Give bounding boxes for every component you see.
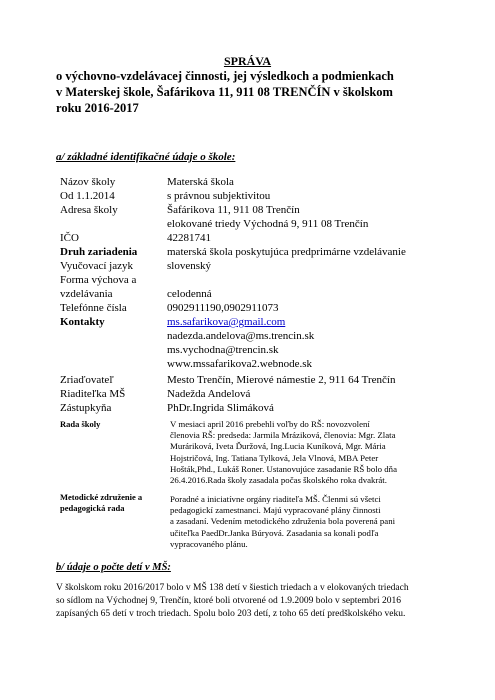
row-value: Nadežda Andelová — [167, 388, 251, 400]
section-a-heading: a/ základné identifikačné údaje o škole: — [56, 151, 236, 163]
paragraph-line: Hojstričová, Ing. Tatiana Tylková, Jela Vlnová, MBA Peter — [170, 452, 379, 463]
row-value: PhDr.Ingrida Slimáková — [167, 402, 274, 414]
paragraph-line: zapísaných 65 detí v troch triedach. Spolu bolo 203 detí, z toho 65 detí predškolského veku. — [56, 609, 406, 619]
row-value: Šafárikova 11, 911 08 Trenčín — [167, 204, 300, 216]
row-label: IČO — [60, 232, 79, 244]
paragraph-line: V školskom roku 2016/2017 bolo v MŠ 138 detí v šiestich triedach a v elokovaných triedach — [56, 583, 409, 593]
document-title: SPRÁVA — [223, 54, 272, 68]
row-label: Forma výchova a — [60, 274, 137, 286]
paragraph-line: členovia RŠ: predseda: Jarmila Mráziková, členovia: Mgr. Zlata — [170, 430, 396, 441]
children-count-paragraph — [56, 582, 441, 621]
paragraph-line: učiteľka PaedDr.Janka Búryová. Zasadania sa konali podľa — [170, 527, 379, 538]
row-label: Telefónne čísla — [60, 302, 127, 314]
row-value: 42281741 — [167, 232, 211, 244]
paragraph-line: so sídlom na Východnej 9, Trenčín, ktoré boli otvorené od 1.9.2009 bolo v septembri 2016 — [56, 596, 401, 606]
row-label: Adresa školy — [60, 204, 118, 216]
row-value: www.mssafarikova2.webnode.sk — [167, 358, 313, 370]
paragraph-line: pedagogickí zamestnanci. Majú vypracované plány činnosti — [170, 505, 381, 516]
rada-paragraph — [170, 419, 438, 486]
subtitle-line: v Materskej škole, Šafárikova 11, 911 08 TRENČÍN v školskom — [56, 85, 393, 99]
rada-label: Rada školy — [60, 419, 101, 429]
row-label: Zástupkyňa — [60, 402, 112, 414]
row-label: Názov školy — [60, 176, 116, 188]
row-value: elokované triedy Východná 9, 911 08 Trenčín — [167, 218, 369, 230]
metodicke-label: Metodické združenie a pedagogická rada — [60, 492, 143, 513]
row-label: Druh zariadenia — [60, 246, 138, 258]
paragraph-line: 26.4.2016.Rada školy zasadala počas školského roka dvakrát. — [170, 475, 387, 486]
row-label: Zriaďovateľ — [60, 374, 114, 386]
row-value: 0902911190,0902911073 — [167, 302, 279, 314]
section-b-heading: b/ údaje o počte detí v MŠ: — [56, 562, 171, 573]
row-value: Materská škola — [167, 176, 234, 188]
row-label: vzdelávania — [60, 288, 113, 300]
email-link[interactable]: ms.safarikova@gmail.com — [167, 316, 286, 328]
row-value: Mesto Trenčín, Mierové námestie 2, 911 64 Trenčín — [167, 374, 396, 386]
row-value: nadezda.andelova@ms.trencin.sk — [167, 330, 315, 342]
row-value: s právnou subjektivitou — [167, 190, 271, 202]
paragraph-line: vypracovaného plánu. — [170, 538, 248, 549]
row-value: ms.vychodna@trencin.sk — [167, 344, 279, 356]
paragraph-line: a zasadaní. Vedením metodického združenia bola poverená pani — [170, 516, 396, 527]
subtitle-line: o výchovno-vzdelávacej činnosti, jej výsledkoch a podmienkach — [56, 69, 394, 83]
paragraph-line: V mesiaci april 2016 prebehli voľby do RŠ: novozvolení — [170, 419, 370, 429]
row-value: materská škola poskytujúca predprimárne vzdelávanie — [167, 246, 406, 258]
row-value: slovenský — [167, 260, 211, 272]
row-label: Od 1.1.2014 — [60, 190, 115, 202]
row-value: celodenná — [167, 288, 212, 300]
subtitle-line: roku 2016-2017 — [56, 101, 139, 115]
document-subtitle — [56, 68, 476, 116]
paragraph-line: Poradné a iniciatívne orgány riaditeľa MŠ. Členmi sú všetci — [170, 494, 381, 504]
row-label: Kontakty — [60, 316, 105, 328]
paragraph-line: Muráriková, Iveta Ďuržová, Ing.Lucia Kuníková, Mgr. Mária — [170, 441, 386, 452]
paragraph-line: Hošták,Phd., Lukáš Roner. Ustanovujúce zasadanie RŠ bolo dňa — [170, 463, 397, 474]
row-label: Riaditeľka MŠ — [60, 388, 126, 400]
metodicke-paragraph — [170, 494, 438, 550]
row-label: Vyučovací jazyk — [60, 260, 133, 272]
